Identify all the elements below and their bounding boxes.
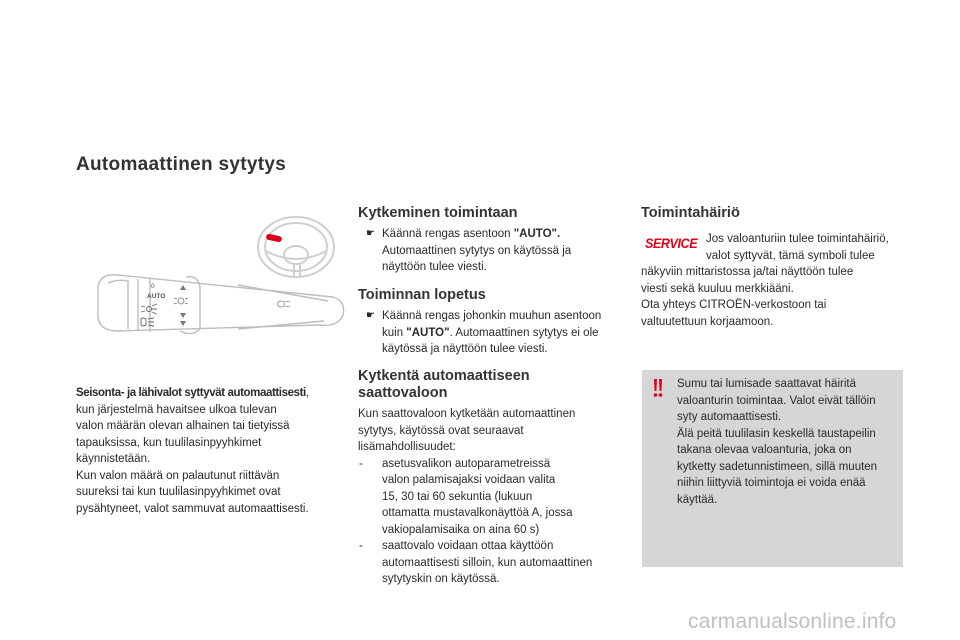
caption-line: valon määrän olevan alhainen tai tietyissä	[76, 420, 290, 432]
malfunction-text-indented: Jos valoanturiin tulee toimintahäiriö, valot syttyvät, tämä symboli tulee	[706, 233, 889, 262]
deactivation-text: ☛ Käännä rengas johonkin muuhun asentoon kuin "AUTO". Automaattinen sytytys ei ole käytössä ja näyttöön tulee viesti.	[366, 310, 602, 355]
note-line: takana olevaa valoanturia, joka on	[677, 444, 852, 456]
section-title-follow-me: Kytkentä automaattiseen saattovaloon	[358, 368, 530, 401]
note-line: valoanturin toimintaa. Valot eivät tällöin	[677, 394, 876, 407]
caption-line: kun järjestelmä havaitsee ulkoa tulevan	[76, 403, 277, 416]
note-line: Sumu tai lumisade saattavat häiritä	[677, 378, 856, 390]
warning-note-box	[642, 370, 903, 567]
direction-arrows-icon	[180, 285, 186, 326]
pointing-hand-icon: ☛	[366, 310, 375, 321]
low-beam-icon	[141, 304, 157, 314]
page-title: Automaattinen sytytys	[76, 154, 287, 175]
follow-me-text: Kun saattovaloon kytketään automaattinen sytytys, käytössä ovat seuraavat lisämahdollisuudet: - asetusvalikon autoparametreissä valon palamisajaksi voidaan valita 15, 30 tai 60 sekuntia (lukuun ottamatta mustavalkonäyttöä A, jossa vakiopalamisaika on aina 60 s) - saattovalo voidaan ottaa käyttöön automaattisesti silloin, kun automaattinen sytytyskin on käytössä.	[358, 406, 630, 588]
warning-exclamation-icon	[647, 377, 669, 399]
note-line: syty automaattisesti.	[677, 411, 782, 423]
section-title-activation: Kytkeminen toimintaan	[358, 205, 518, 221]
stalk-highlight-mark	[266, 233, 283, 242]
caption-line: suureksi tai kun tuulilasinpyyhkimet ovat	[76, 486, 281, 498]
light-stalk-illustration	[88, 205, 348, 360]
left-caption: Seisonta- ja lähivalot syttyvät automaattisesti, kun järjestelmä havaitsee ulkoa tulevan valon määrän olevan alhainen tai tietyissä tapauksissa, kun tuulilasinpyyhkimet käynnistetään. Kun valon määrä on palautunut riittävän suureksi tai kun tuulilasinpyyhkimet ovat pysähtyneet, valot sammuvat automaattisesti.	[76, 385, 344, 517]
note-line: kytketty sadetunnistimeen, sillä muuten	[677, 460, 878, 473]
stalk-auto-label: AUTO	[147, 293, 166, 300]
note-line: niihin liittyviä toimintoja ei voida enää	[677, 477, 866, 489]
caption-bold: Seisonta- ja lähivalot syttyvät automaattisesti	[76, 387, 306, 399]
light-switch-stalk-icon	[98, 275, 344, 334]
caption-line: Kun valon määrä on palautunut riittävän	[76, 469, 280, 482]
caption-line: käynnistetään.	[76, 453, 151, 465]
watermark: carmanualsonline.info	[688, 610, 897, 633]
caption-line: pysähtyneet, valot sammuvat automaattisesti.	[76, 502, 309, 515]
caption-line: tapauksissa, kun tuulilasinpyyhkimet	[76, 436, 262, 449]
headlight-icon	[141, 318, 154, 326]
note-line: Älä peitä tuulilasin keskellä taustapeilin	[677, 427, 876, 440]
fog-light-icon	[278, 301, 290, 307]
activation-text: ☛ Käännä rengas asentoon "AUTO". Automaattinen sytytys on käytössä ja näyttöön tulee viesti.	[366, 228, 572, 273]
stalk-zero-label: 0	[151, 283, 155, 290]
service-warning-icon: SERVICE	[645, 235, 698, 251]
steering-wheel-icon	[258, 217, 334, 277]
list-item: - saattovalo voidaan ottaa käyttöön automaattisesti silloin, kun automaattinen sytytyskin on käytössä.	[359, 540, 593, 585]
note-line: käyttää.	[677, 493, 718, 506]
side-light-icon	[174, 298, 188, 304]
pointing-hand-icon: ☛	[366, 228, 375, 239]
section-title-malfunction: Toimintahäiriö	[641, 205, 740, 221]
list-item: - asetusvalikon autoparametreissä valon palamisajaksi voidaan valita 15, 30 tai 60 sekuntia (lukuun ottamatta mustavalkonäyttöä A, jossa vakiopalamisaika on aina 60 s)	[359, 457, 573, 536]
malfunction-text: näkyviin mittaristossa ja/tai näyttöön tulee viesti sekä kuuluu merkkiääni. Ota yhteys CITROËN-verkostoon tai valtuutettuun korjaamoon.	[641, 266, 854, 328]
section-title-deactivation: Toiminnan lopetus	[358, 287, 486, 303]
